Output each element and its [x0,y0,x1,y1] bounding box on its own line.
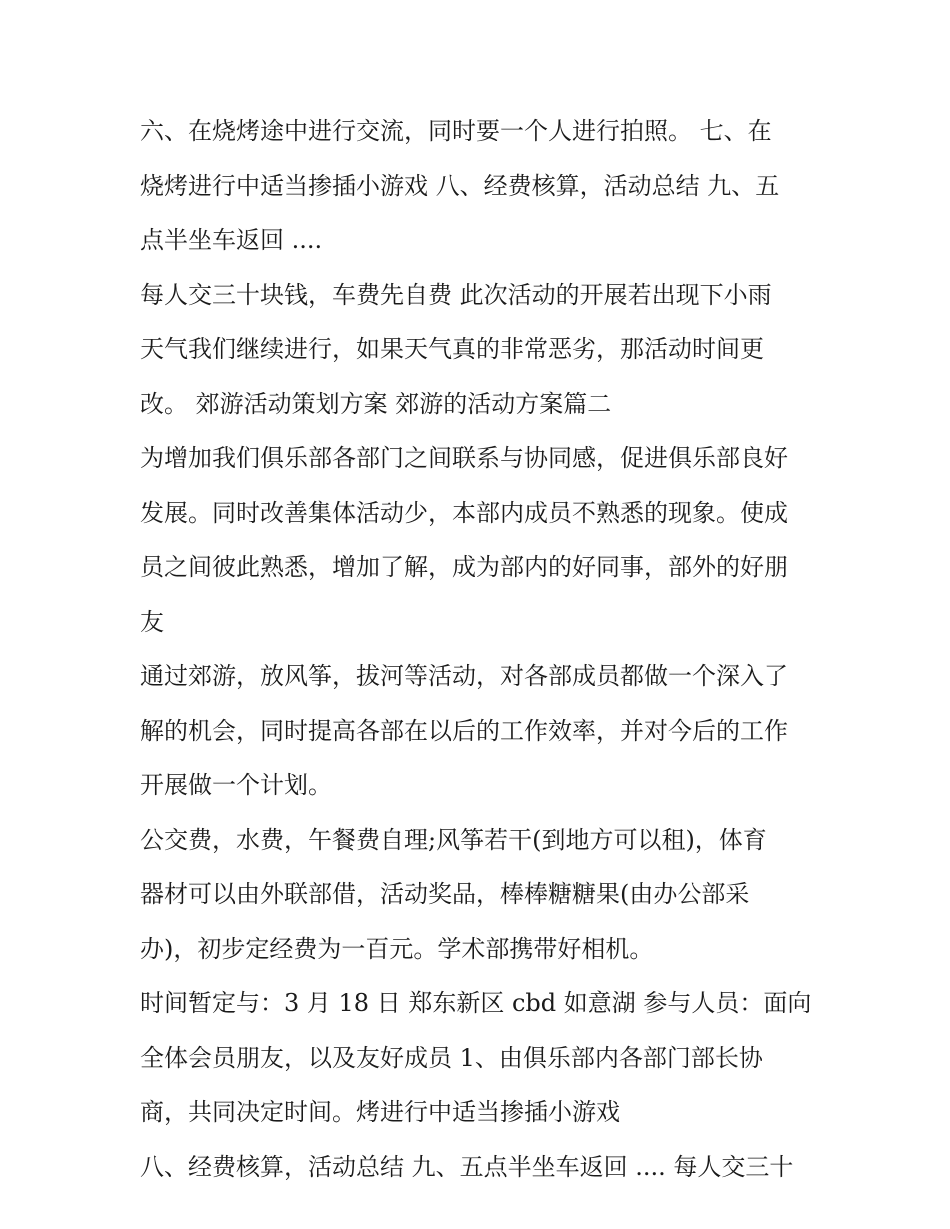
paragraph-barbecue-schedule: 六、在烧烤途中进行交流，同时要一个人进行拍照。 七、在 烧烤进行中适当掺插小游戏 八、经费核算，活动总结 九、五 点半坐车返回 .... [140,117,780,254]
paragraph-purpose: 为增加我们俱乐部各部门之间联系与协同感，促进俱乐部良好 发展。同时改善集体活动少，本部内成员不熟悉的现象。使成 员之间彼此熟悉，增加了解，成为部内的好同事，部外的好朋 友 [140,444,788,636]
paragraph-activities: 通过郊游，放风筝，拔河等活动，对各部成员都做一个深入了 解的机会，同时提高各部在以后的工作效率，并对今后的工作 开展做一个计划。 [140,662,788,799]
paragraph-summary: 八、经费核算，活动总结 九、五点半坐车返回 .... 每人交三十 [140,1152,794,1181]
document-body [140,104,820,1194]
paragraph-fee-and-weather: 每人交三十块钱，车费先自费 此次活动的开展若出现下小雨 天气我们继续进行，如果天气真的非常恶劣，那活动时间更 改。 郊游活动策划方案 郊游的活动方案篇二 [140,280,772,418]
paragraph-budget: 公交费，水费，午餐费自理;风筝若干(到地方可以租)，体育 器材可以由外联部借，活动奖品，棒棒糖糖果(由办公部采 办)，初步定经费为一百元。学术部携带好相机。 [140,825,767,963]
paragraph-time-and-place: 时间暂定与：3 月 18 日 郑东新区 cbd 如意湖 参与人员：面向 全体会员朋友，以及友好成员 1、由俱乐部内各部门部长协 商，共同决定时间。烤进行中适当掺插小游戏 [140,989,812,1126]
